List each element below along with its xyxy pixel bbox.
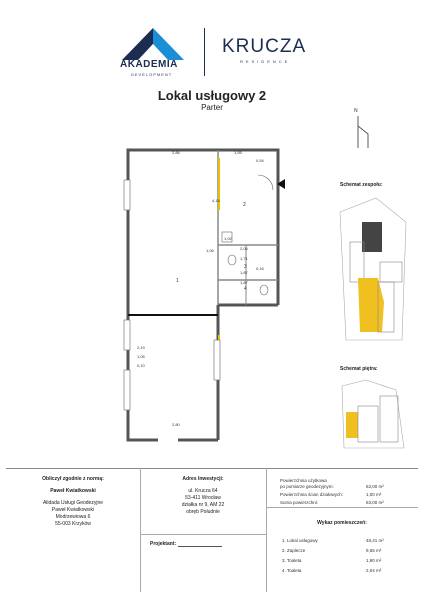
area-label: po pomiarze geodezyjnym:: [280, 484, 334, 489]
footer-divider: [266, 507, 418, 508]
room-area: 9,65 m²: [366, 548, 382, 553]
company-line: Alidada Usługi Geodezyjne: [42, 500, 104, 506]
complex-schematic: [336, 192, 408, 342]
footer-divider: [266, 468, 267, 592]
designer-underline: [178, 546, 222, 547]
area-label: Suma powierzchni:: [280, 500, 319, 505]
address-line: 53-411 Wrocław: [185, 495, 221, 501]
company-line: 55-003 Krzyków: [55, 521, 91, 527]
dim-label: 2,19: [137, 345, 145, 350]
room-number-4: 4: [244, 286, 247, 292]
company-line: Paweł Kwiatkowski: [51, 507, 95, 513]
brand-subname: DEVELOPMENT: [131, 72, 173, 77]
room-number-1: 1: [176, 278, 179, 284]
room-number-3: 3: [244, 264, 247, 270]
area-value: 63,00 m²: [366, 500, 384, 505]
dim-label: 1,87: [240, 270, 248, 275]
area-label: Powierzchnia ścian działowych:: [280, 492, 344, 497]
floor-schematic-label: Schemat piętra:: [340, 366, 378, 372]
dim-label: 2,86: [172, 150, 180, 155]
approved-label: Obliczył zgodnie z normą:: [42, 476, 104, 482]
address-line: ul. Krucza 64: [188, 488, 218, 494]
floor-schematic: [336, 376, 408, 452]
dim-label: 4,18: [212, 198, 220, 203]
room-name: 4. Toaleta: [282, 568, 302, 573]
room-name: 3. Toaleta: [282, 558, 302, 563]
address-label: Adres Inwestycji:: [182, 476, 224, 482]
dim-label: 1,87: [240, 280, 248, 285]
company-line: Modrzewiowa 6: [55, 514, 91, 520]
entrance-arrow-icon: [276, 179, 286, 189]
address-line: obręb Południe: [186, 509, 220, 515]
logo-divider: [204, 28, 205, 76]
dim-label: 1,05: [137, 354, 145, 359]
dim-label: 0,54: [256, 158, 264, 163]
north-arrow-icon: [352, 112, 376, 152]
dim-label: 1,92: [224, 236, 232, 241]
room-name: 1. Lokal usługowy: [282, 538, 318, 543]
room-name: 2. Zaplecze: [282, 548, 306, 553]
room-area: 2,04 m²: [366, 568, 382, 573]
dim-label: 0,16: [256, 266, 264, 271]
dim-label: 0,10: [137, 363, 145, 368]
akademia-mark-icon: [118, 26, 188, 62]
brand-name: AKADEMIA: [120, 59, 178, 70]
dim-label: 1,55: [234, 150, 242, 155]
footer-divider: [140, 534, 266, 535]
room-area: 1,90 m²: [366, 558, 382, 563]
complex-schematic-label: Schemat zespołu:: [340, 182, 383, 188]
dim-label: 1,71: [240, 256, 248, 261]
project-subname: RESIDENCE: [240, 59, 291, 64]
room-number-2: 2: [243, 202, 246, 208]
north-label: N: [354, 108, 358, 114]
area-label: Powierzchnia użytkowa: [280, 478, 327, 483]
area-value: 1,00 m²: [366, 492, 382, 497]
dim-label: 2,06: [240, 246, 248, 251]
dim-label: 1,06: [206, 248, 214, 253]
dim-label: 2,80: [172, 422, 180, 427]
area-value: 62,00 m²: [366, 484, 384, 489]
designer-label: Projektant:: [150, 541, 177, 547]
room-area: 48,41 m²: [366, 538, 384, 543]
floor-level: Parter: [201, 103, 223, 112]
page-title: Lokal usługowy 2: [157, 88, 267, 103]
address-line: działka nr 9, AM 22: [181, 502, 225, 508]
project-name: KRUCZA: [222, 36, 307, 57]
floor-plan: [118, 140, 293, 450]
footer-divider: [140, 468, 141, 592]
approved-name: Paweł Kwiatkowski: [50, 488, 96, 494]
footer: [6, 468, 418, 593]
rooms-label: Wykaz pomieszczeń:: [317, 520, 367, 526]
